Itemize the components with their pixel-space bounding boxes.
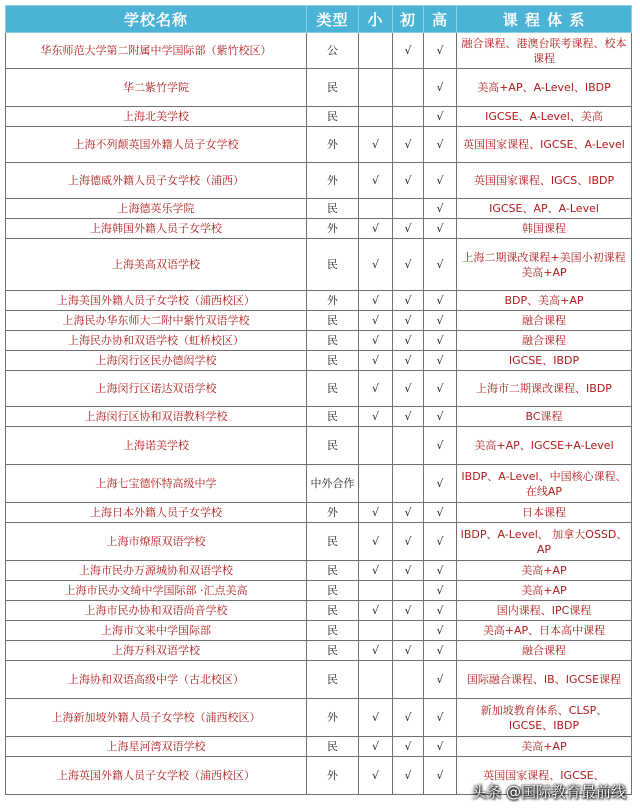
- primary-check: [359, 621, 393, 641]
- school-name-cell: 上海市民办协和双语尚音学校: [6, 601, 307, 621]
- header-type: 类型: [307, 6, 359, 33]
- type-cell: 民: [307, 371, 359, 407]
- curriculum-cell: 韩国课程: [457, 219, 632, 239]
- primary-check: [359, 107, 393, 127]
- middle-check: [393, 427, 424, 465]
- middle-check: [393, 107, 424, 127]
- school-name-cell: 上海协和双语高级中学（古北校区）: [6, 661, 307, 699]
- table-row: [6, 219, 632, 239]
- curriculum-cell: 美高+AP、A-Level、IBDP: [457, 69, 632, 107]
- type-cell: 民: [307, 107, 359, 127]
- middle-check: √: [393, 757, 424, 795]
- table-row: [6, 699, 632, 737]
- header-curriculum: 课 程 体 系: [457, 6, 632, 33]
- high-check: √: [424, 581, 457, 601]
- type-cell: 公: [307, 33, 359, 69]
- type-cell: 民: [307, 601, 359, 621]
- middle-check: [393, 69, 424, 107]
- middle-check: [393, 661, 424, 699]
- middle-check: √: [393, 601, 424, 621]
- type-cell: 中外合作: [307, 465, 359, 503]
- table-row: [6, 311, 632, 331]
- curriculum-cell: IGCSE、AP、A-Level: [457, 199, 632, 219]
- high-check: √: [424, 219, 457, 239]
- table-row: [6, 601, 632, 621]
- middle-check: √: [393, 407, 424, 427]
- middle-check: √: [393, 737, 424, 757]
- curriculum-cell: 美高+AP: [457, 581, 632, 601]
- curriculum-cell: 美高+AP: [457, 737, 632, 757]
- table-row: [6, 427, 632, 465]
- type-cell: 外: [307, 127, 359, 163]
- primary-check: √: [359, 351, 393, 371]
- curriculum-cell: 英国国家课程、IGCS、IBDP: [457, 163, 632, 199]
- primary-check: √: [359, 641, 393, 661]
- table-row: [6, 69, 632, 107]
- school-name-cell: 上海民办协和双语学校（虹桥校区）: [6, 331, 307, 351]
- high-check: √: [424, 69, 457, 107]
- curriculum-cell: BC课程: [457, 407, 632, 427]
- high-check: √: [424, 757, 457, 795]
- high-check: √: [424, 699, 457, 737]
- type-cell: 民: [307, 661, 359, 699]
- middle-check: √: [393, 33, 424, 69]
- high-check: √: [424, 311, 457, 331]
- table-row: [6, 581, 632, 601]
- school-name-cell: 上海星河湾双语学校: [6, 737, 307, 757]
- table-row: [6, 107, 632, 127]
- table-row: [6, 465, 632, 503]
- primary-check: [359, 465, 393, 503]
- curriculum-cell: IGCSE、IBDP: [457, 351, 632, 371]
- high-check: √: [424, 523, 457, 561]
- header-row: [6, 6, 632, 33]
- type-cell: 民: [307, 523, 359, 561]
- type-cell: 外: [307, 699, 359, 737]
- curriculum-cell: IGCSE、A-Level、美高: [457, 107, 632, 127]
- high-check: √: [424, 163, 457, 199]
- primary-check: √: [359, 127, 393, 163]
- primary-check: √: [359, 163, 393, 199]
- school-name-cell: 上海美国外籍人员子女学校（浦西校区）: [6, 291, 307, 311]
- primary-check: √: [359, 757, 393, 795]
- high-check: √: [424, 503, 457, 523]
- primary-check: [359, 427, 393, 465]
- school-name-cell: 上海闵行区协和双语教科学校: [6, 407, 307, 427]
- primary-check: √: [359, 737, 393, 757]
- table-row: [6, 407, 632, 427]
- header-middle: 初: [393, 6, 424, 33]
- high-check: √: [424, 351, 457, 371]
- school-name-cell: 上海日本外籍人员子女学校: [6, 503, 307, 523]
- table-row: [6, 661, 632, 699]
- middle-check: √: [393, 219, 424, 239]
- middle-check: √: [393, 699, 424, 737]
- curriculum-cell: 上海市二期课改课程、IBDP: [457, 371, 632, 407]
- primary-check: √: [359, 311, 393, 331]
- primary-check: [359, 33, 393, 69]
- high-check: √: [424, 621, 457, 641]
- high-check: √: [424, 199, 457, 219]
- curriculum-cell: 上海二期课改课程+美国小初课程 美高+AP: [457, 239, 632, 291]
- school-name-cell: 上海万科双语学校: [6, 641, 307, 661]
- primary-check: √: [359, 371, 393, 407]
- table-row: [6, 199, 632, 219]
- school-name-cell: 上海闵行区民办德闳学校: [6, 351, 307, 371]
- primary-check: √: [359, 561, 393, 581]
- curriculum-cell: 美高+AP、IGCSE+A-Level: [457, 427, 632, 465]
- primary-check: √: [359, 219, 393, 239]
- table-row: [6, 523, 632, 561]
- middle-check: √: [393, 371, 424, 407]
- school-name-cell: 上海英国外籍人员子女学校（浦西校区）: [6, 757, 307, 795]
- high-check: √: [424, 427, 457, 465]
- school-table: [5, 5, 632, 795]
- type-cell: 外: [307, 163, 359, 199]
- table-row: [6, 291, 632, 311]
- type-cell: 外: [307, 291, 359, 311]
- table-row: [6, 561, 632, 581]
- high-check: √: [424, 661, 457, 699]
- high-check: √: [424, 127, 457, 163]
- school-name-cell: 上海德威外籍人员子女学校（浦西）: [6, 163, 307, 199]
- school-name-cell: 上海七宝德怀特高级中学: [6, 465, 307, 503]
- school-name-cell: 上海诺美学校: [6, 427, 307, 465]
- school-name-cell: 华二紫竹学院: [6, 69, 307, 107]
- curriculum-cell: 融合课程、港澳台联考课程、校本课程: [457, 33, 632, 69]
- table-row: [6, 621, 632, 641]
- school-name-cell: 华东师范大学第二附属中学国际部（紫竹校区）: [6, 33, 307, 69]
- table-row: [6, 737, 632, 757]
- middle-check: [393, 199, 424, 219]
- header-primary: 小: [359, 6, 393, 33]
- middle-check: √: [393, 291, 424, 311]
- middle-check: √: [393, 523, 424, 561]
- high-check: √: [424, 107, 457, 127]
- primary-check: √: [359, 407, 393, 427]
- primary-check: √: [359, 239, 393, 291]
- type-cell: 民: [307, 311, 359, 331]
- watermark: 头条 @国际教育最前线: [471, 783, 626, 801]
- school-name-cell: 上海韩国外籍人员子女学校: [6, 219, 307, 239]
- curriculum-cell: 国内课程、IPC课程: [457, 601, 632, 621]
- type-cell: 民: [307, 351, 359, 371]
- primary-check: [359, 661, 393, 699]
- middle-check: [393, 465, 424, 503]
- type-cell: 民: [307, 331, 359, 351]
- school-name-cell: 上海闵行区诺达双语学校: [6, 371, 307, 407]
- middle-check: √: [393, 127, 424, 163]
- high-check: √: [424, 561, 457, 581]
- high-check: √: [424, 407, 457, 427]
- header-school-name: 学校名称: [6, 6, 307, 33]
- high-check: √: [424, 291, 457, 311]
- table-row: [6, 331, 632, 351]
- middle-check: √: [393, 331, 424, 351]
- high-check: √: [424, 239, 457, 291]
- middle-check: √: [393, 503, 424, 523]
- table-row: [6, 351, 632, 371]
- school-name-cell: 上海不列颠英国外籍人员子女学校: [6, 127, 307, 163]
- primary-check: √: [359, 291, 393, 311]
- school-name-cell: 上海市民办文绮中学国际部 ·汇点美高: [6, 581, 307, 601]
- table-row: [6, 127, 632, 163]
- type-cell: 民: [307, 239, 359, 291]
- high-check: √: [424, 641, 457, 661]
- school-name-cell: 上海市燎原双语学校: [6, 523, 307, 561]
- table-row: [6, 163, 632, 199]
- school-name-cell: 上海美高双语学校: [6, 239, 307, 291]
- table-row: [6, 371, 632, 407]
- type-cell: 民: [307, 581, 359, 601]
- curriculum-cell: 融合课程: [457, 331, 632, 351]
- high-check: √: [424, 601, 457, 621]
- type-cell: 民: [307, 427, 359, 465]
- middle-check: √: [393, 351, 424, 371]
- middle-check: √: [393, 561, 424, 581]
- curriculum-cell: IBDP、A-Level、中国核心课程、在线AP: [457, 465, 632, 503]
- type-cell: 民: [307, 561, 359, 581]
- curriculum-cell: 英国国家课程、IGCSE、: [457, 757, 632, 795]
- middle-check: √: [393, 239, 424, 291]
- type-cell: 民: [307, 69, 359, 107]
- high-check: √: [424, 33, 457, 69]
- primary-check: [359, 69, 393, 107]
- primary-check: √: [359, 523, 393, 561]
- table-row: [6, 503, 632, 523]
- type-cell: 民: [307, 407, 359, 427]
- curriculum-cell: 美高+AP、日本高中课程: [457, 621, 632, 641]
- primary-check: √: [359, 331, 393, 351]
- curriculum-cell: 英国国家课程、IGCSE、A-Level: [457, 127, 632, 163]
- high-check: √: [424, 371, 457, 407]
- school-name-cell: 上海新加坡外籍人员子女学校（浦西校区）: [6, 699, 307, 737]
- high-check: √: [424, 331, 457, 351]
- school-name-cell: 上海北美学校: [6, 107, 307, 127]
- school-name-cell: 上海市民办万源城协和双语学校: [6, 561, 307, 581]
- high-check: √: [424, 465, 457, 503]
- primary-check: [359, 199, 393, 219]
- type-cell: 民: [307, 737, 359, 757]
- table-row: [6, 239, 632, 291]
- school-name-cell: 上海市文来中学国际部: [6, 621, 307, 641]
- primary-check: [359, 581, 393, 601]
- middle-check: √: [393, 311, 424, 331]
- school-name-cell: 上海民办华东师大二附中紫竹双语学校: [6, 311, 307, 331]
- type-cell: 外: [307, 503, 359, 523]
- curriculum-cell: 新加坡教育体系、CLSP、IGCSE、IBDP: [457, 699, 632, 737]
- type-cell: 民: [307, 199, 359, 219]
- curriculum-cell: 融合课程: [457, 641, 632, 661]
- primary-check: √: [359, 503, 393, 523]
- curriculum-cell: 融合课程: [457, 311, 632, 331]
- curriculum-cell: BDP、美高+AP: [457, 291, 632, 311]
- curriculum-cell: IBDP、A-Level、 加拿大OSSD、AP: [457, 523, 632, 561]
- table-row: [6, 33, 632, 69]
- middle-check: √: [393, 163, 424, 199]
- middle-check: √: [393, 641, 424, 661]
- school-name-cell: 上海德英乐学院: [6, 199, 307, 219]
- middle-check: [393, 581, 424, 601]
- table-row: [6, 641, 632, 661]
- type-cell: 外: [307, 219, 359, 239]
- curriculum-cell: 日本课程: [457, 503, 632, 523]
- curriculum-cell: 国际融合课程、IB、IGCSE课程: [457, 661, 632, 699]
- header-high: 高: [424, 6, 457, 33]
- type-cell: 民: [307, 641, 359, 661]
- primary-check: √: [359, 601, 393, 621]
- middle-check: [393, 621, 424, 641]
- primary-check: √: [359, 699, 393, 737]
- high-check: √: [424, 737, 457, 757]
- type-cell: 民: [307, 621, 359, 641]
- type-cell: 外: [307, 757, 359, 795]
- curriculum-cell: 美高+AP: [457, 561, 632, 581]
